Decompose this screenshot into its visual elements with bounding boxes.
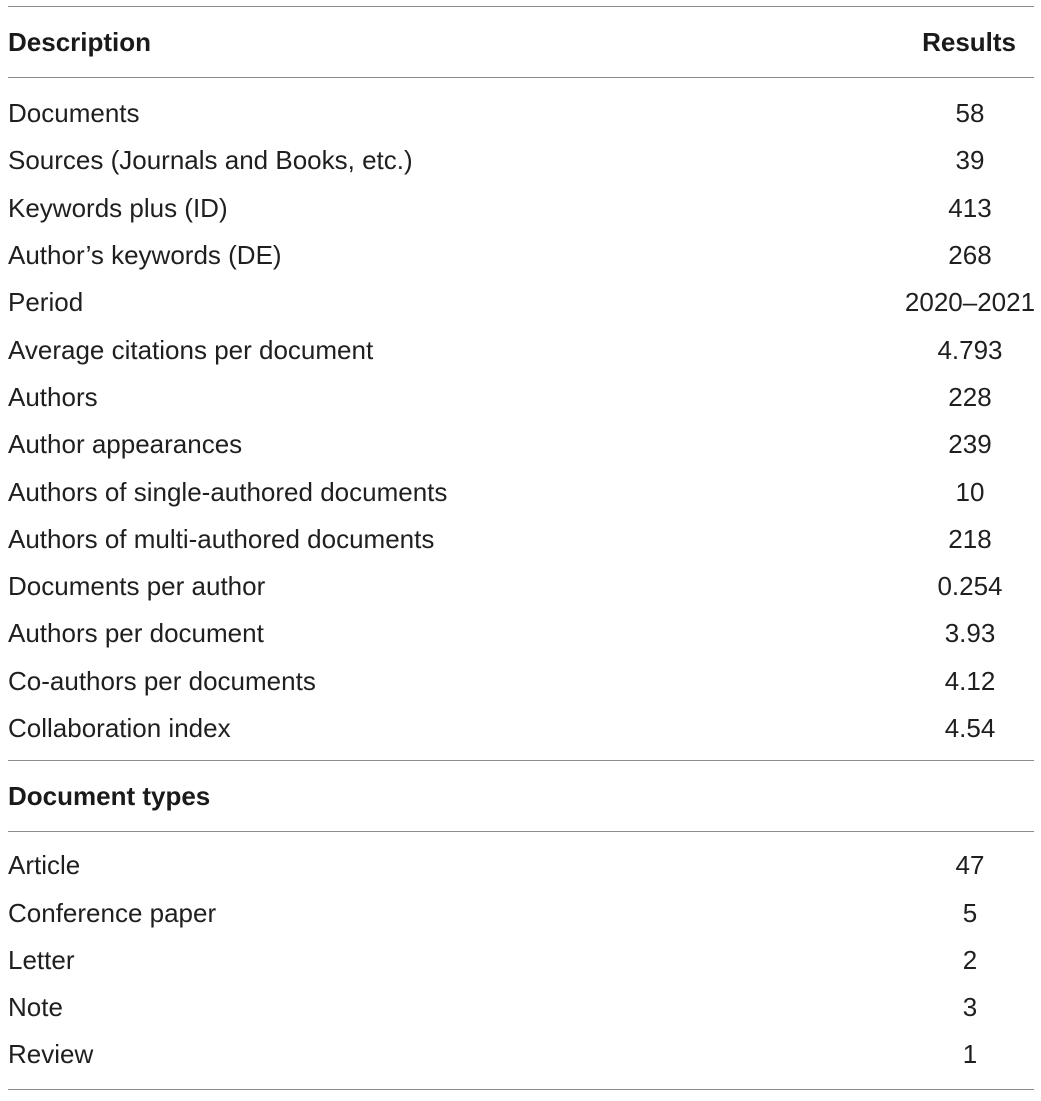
table-row xyxy=(8,90,1034,137)
section-heading-document-types xyxy=(8,761,1034,831)
table-row xyxy=(8,984,1034,1031)
row-value: 3.93 xyxy=(944,618,996,649)
row-label: Documents xyxy=(8,98,140,129)
row-value: 3 xyxy=(962,992,978,1023)
table-row xyxy=(8,326,1034,373)
row-label: Conference paper xyxy=(8,897,217,928)
table-row xyxy=(8,468,1034,515)
main-rows xyxy=(8,78,1034,760)
row-label: Sources (Journals and Books, etc.) xyxy=(8,145,413,176)
row-label: Author appearances xyxy=(8,429,243,460)
row-value: 2 xyxy=(962,944,978,975)
row-value: 2020–2021 xyxy=(904,287,1036,318)
row-value: 10 xyxy=(955,476,985,507)
table-row xyxy=(8,889,1034,936)
row-label: Average citations per document xyxy=(8,334,374,365)
row-label: Article xyxy=(8,850,81,881)
summary-table xyxy=(8,6,1034,1090)
table-row xyxy=(8,232,1034,279)
row-value: 218 xyxy=(948,523,992,554)
row-value: 239 xyxy=(948,429,992,460)
row-label: Authors of single-authored documents xyxy=(8,476,448,507)
row-value: 4.793 xyxy=(937,334,1003,365)
row-value: 39 xyxy=(955,145,985,176)
row-value: 1 xyxy=(962,1039,978,1070)
row-value: 47 xyxy=(955,850,985,881)
row-label: Note xyxy=(8,992,63,1023)
table-row xyxy=(8,937,1034,984)
table-row xyxy=(8,842,1034,889)
table-row xyxy=(8,705,1034,752)
table-row xyxy=(8,421,1034,468)
row-value: 4.54 xyxy=(944,713,996,743)
table-row xyxy=(8,279,1034,326)
table-row xyxy=(8,516,1034,563)
row-value: 413 xyxy=(948,192,992,223)
row-value: 268 xyxy=(948,240,992,271)
row-label: Collaboration index xyxy=(8,713,231,743)
row-value: 228 xyxy=(948,381,992,412)
row-label: Documents per author xyxy=(8,571,266,602)
table-row xyxy=(8,610,1034,657)
document-type-rows xyxy=(8,832,1034,1088)
row-value: 4.12 xyxy=(944,665,996,696)
table-row xyxy=(8,658,1034,705)
table-header xyxy=(8,7,1034,77)
section-title: Document types xyxy=(8,780,211,811)
row-label: Authors per document xyxy=(8,618,264,649)
row-value: 58 xyxy=(955,98,985,129)
row-label: Authors xyxy=(8,381,98,412)
row-label: Period xyxy=(8,287,84,318)
row-label: Keywords plus (ID) xyxy=(8,192,228,223)
header-results: Results xyxy=(922,26,1016,57)
bottom-rule xyxy=(8,1089,1034,1090)
row-label: Review xyxy=(8,1039,94,1070)
row-value: 0.254 xyxy=(937,571,1003,602)
row-label: Authors of multi-authored documents xyxy=(8,523,435,554)
row-label: Co-authors per documents xyxy=(8,665,316,696)
row-value: 5 xyxy=(962,897,978,928)
table-row xyxy=(8,137,1034,184)
header-description: Description xyxy=(8,26,152,57)
table-row xyxy=(8,1031,1034,1078)
table-row xyxy=(8,374,1034,421)
row-label: Author’s keywords (DE) xyxy=(8,240,282,271)
table-row xyxy=(8,185,1034,232)
row-label: Letter xyxy=(8,944,75,975)
table-row xyxy=(8,563,1034,610)
